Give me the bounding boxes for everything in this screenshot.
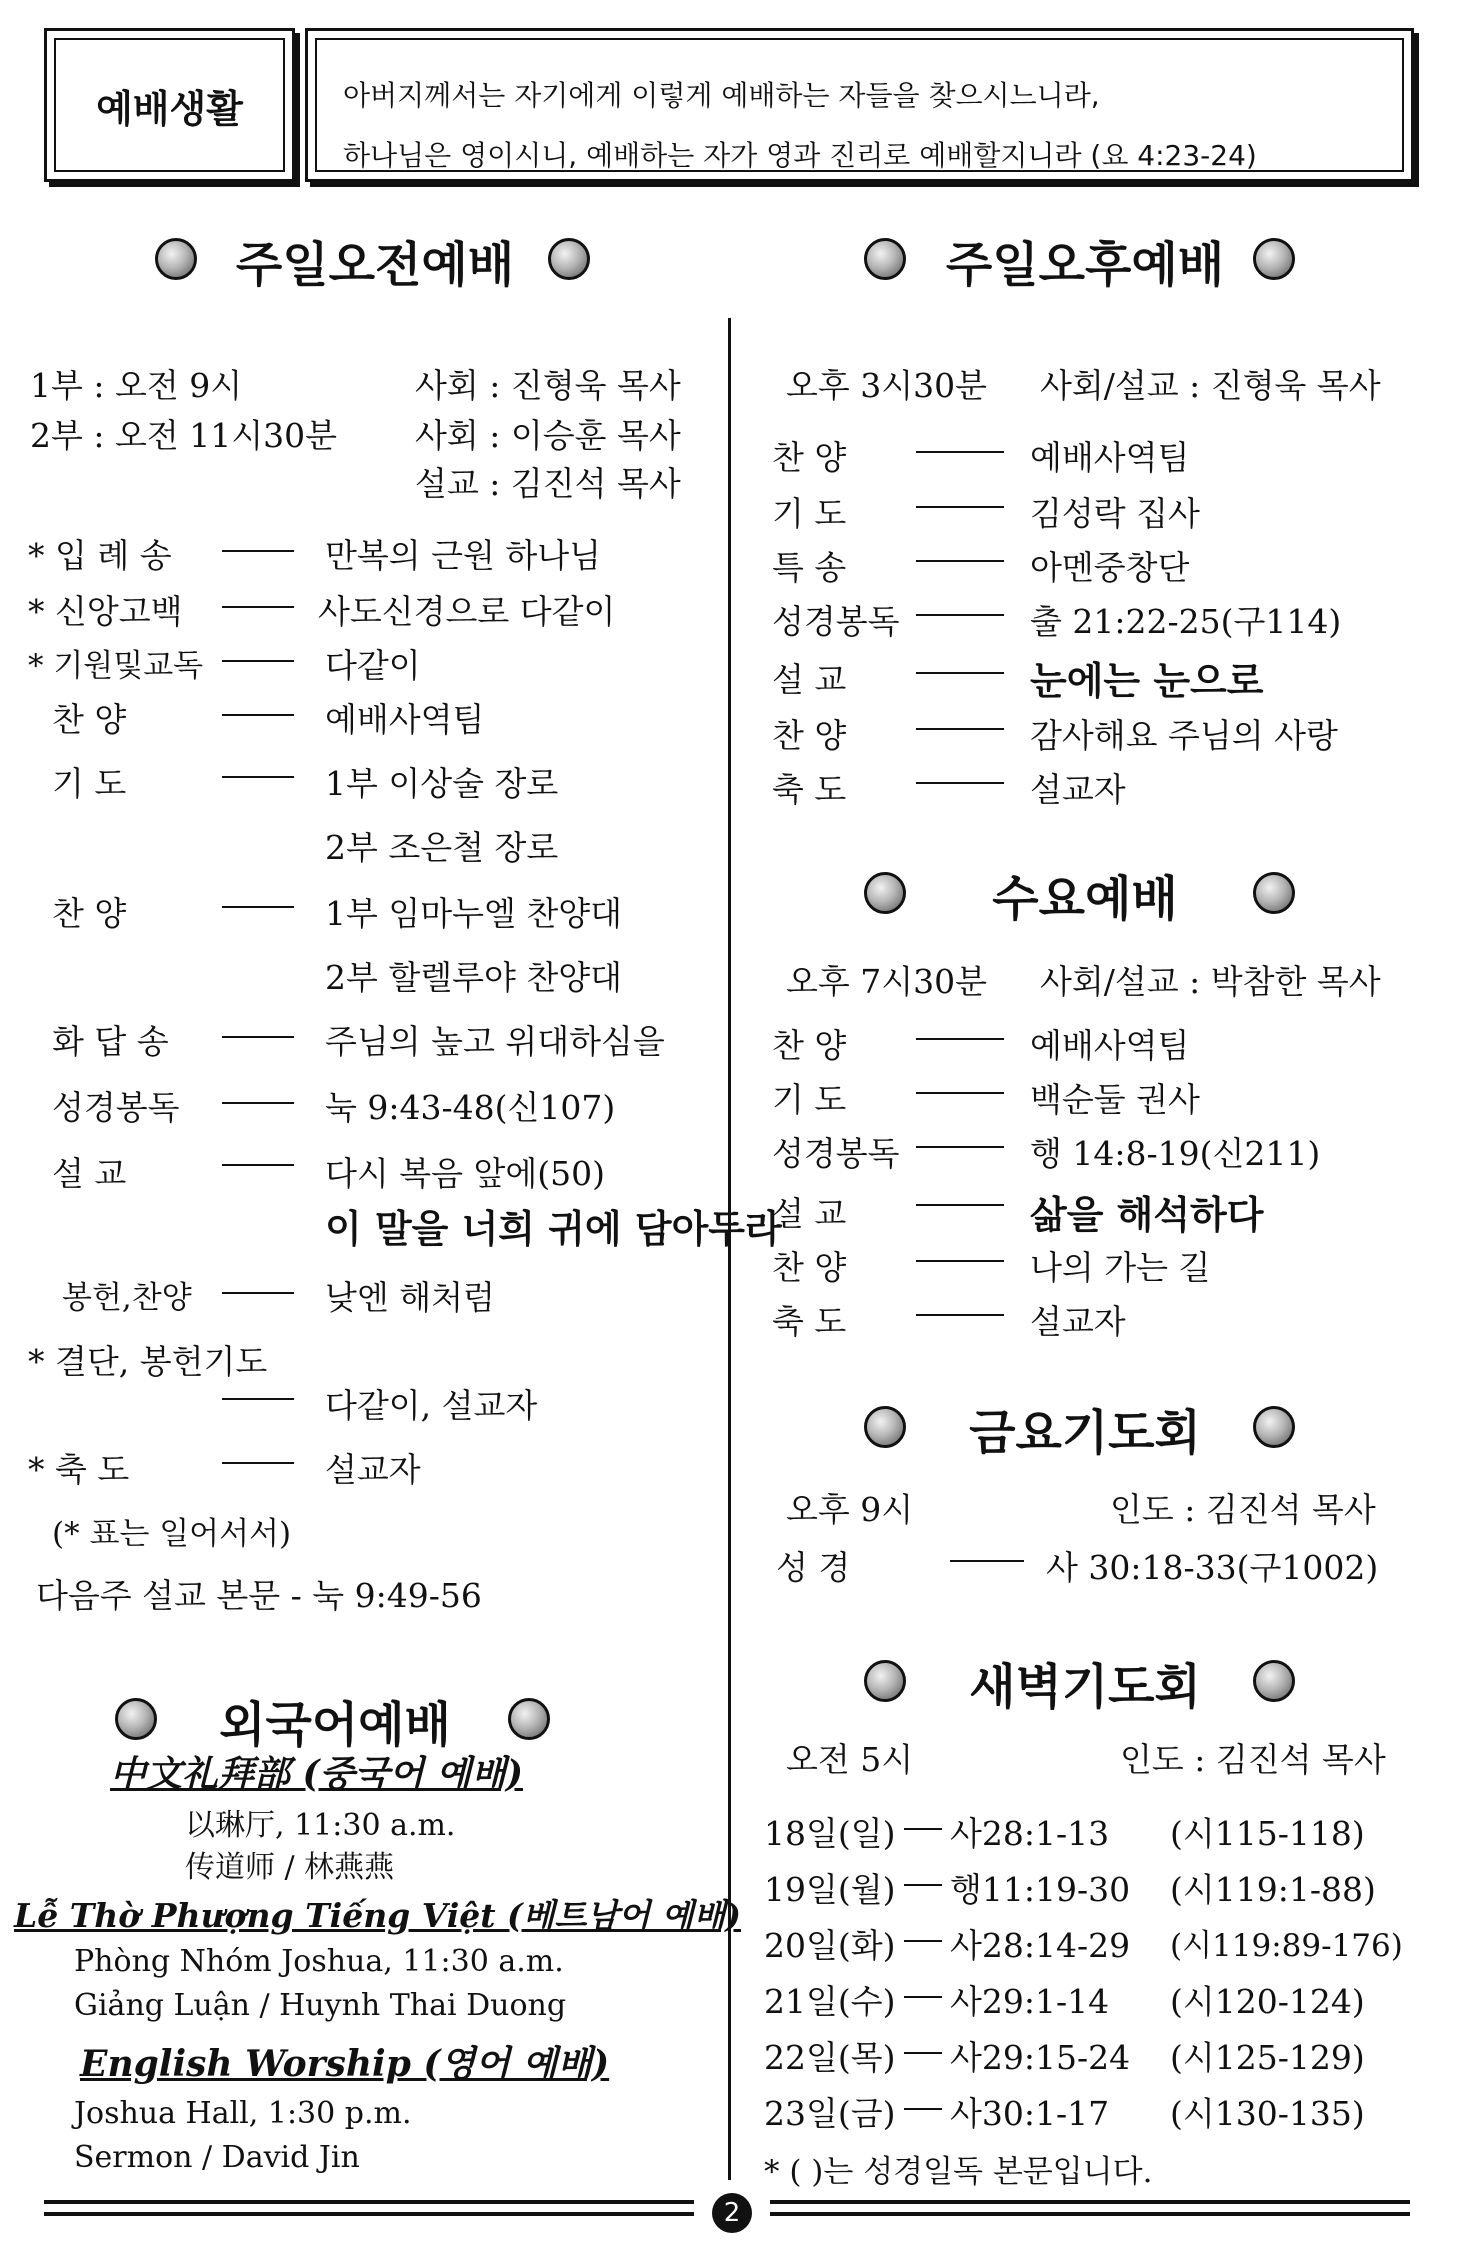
order-label: 설 교 <box>772 1194 847 1233</box>
host-1: 사회 : 진형욱 목사 <box>415 366 681 405</box>
leader-dash <box>222 714 294 716</box>
friday-time: 오후 9시 <box>786 1490 914 1529</box>
leader-dash <box>222 1164 294 1166</box>
dawn-text: 사28:14-29 <box>950 1926 1131 1965</box>
order-label: 봉헌,찬양 <box>62 1280 192 1316</box>
friday-scripture: 사 30:18-33(구1002) <box>1046 1548 1379 1587</box>
chinese-line-1: 以琳厅, 11:30 a.m. <box>185 1808 456 1843</box>
leader-dash <box>916 506 1004 508</box>
bullet-ball-icon <box>864 872 906 914</box>
order-label: 화 답 송 <box>52 1022 169 1061</box>
footer-rule <box>44 2212 694 2216</box>
order-label: 성경봉독 <box>52 1088 180 1127</box>
bullet-ball-icon <box>864 1660 906 1702</box>
order-value: 감사해요 주님의 사랑 <box>1030 716 1338 755</box>
bullet-ball-icon <box>548 238 590 280</box>
sermon-title: 눈에는 눈으로 <box>1030 659 1264 703</box>
leader-dash <box>904 1940 942 1942</box>
leader-dash <box>916 1314 1004 1316</box>
leader-dash <box>222 550 294 552</box>
leader-dash <box>904 1884 942 1886</box>
dawn-day: 18일(일) <box>764 1814 896 1853</box>
afternoon-title: 주일오후예배 <box>945 237 1225 293</box>
dawn-psalm: (시125-129) <box>1170 2038 1365 2077</box>
page-number: 2 <box>712 2193 752 2233</box>
dawn-psalm: (시115-118) <box>1170 1814 1365 1853</box>
bullet-ball-icon <box>508 1698 550 1740</box>
leader-dash <box>916 1146 1004 1148</box>
order-value: 다시 복음 앞에(50) <box>325 1154 605 1193</box>
preacher: 설교 : 김진석 목사 <box>415 464 681 503</box>
host-2: 사회 : 이승훈 목사 <box>415 416 681 455</box>
order-label: * 입 례 송 <box>28 536 172 575</box>
order-value: 행 14:8-19(신211) <box>1030 1134 1321 1173</box>
leader-dash <box>222 1102 294 1104</box>
order-label: 축 도 <box>772 770 847 809</box>
dawn-note: * ( )는 성경일독 본문입니다. <box>764 2154 1153 2190</box>
leader-dash <box>222 1036 294 1038</box>
dawn-psalm: (시119:89-176) <box>1170 1928 1403 1964</box>
order-label: * 축 도 <box>28 1450 130 1489</box>
next-sermon: 다음주 설교 본문 - 눅 9:49-56 <box>36 1576 482 1615</box>
dawn-day: 23일(금) <box>764 2094 896 2133</box>
order-label: 설 교 <box>772 660 847 699</box>
order-value: 사도신경으로 다같이 <box>318 592 616 631</box>
order-label: 축 도 <box>772 1302 847 1341</box>
section-label-box <box>44 28 295 182</box>
order-value: 아멘중창단 <box>1030 548 1190 587</box>
order-value: 주님의 높고 위대하심을 <box>325 1022 665 1061</box>
order-value: 예배사역팀 <box>1030 1026 1190 1065</box>
dawn-text: 행11:19-30 <box>950 1870 1131 1909</box>
leader-dash <box>904 1828 942 1830</box>
order-label: * 기원및교독 <box>28 648 204 684</box>
order-label: 찬 양 <box>772 1026 847 1065</box>
order-value: 설교자 <box>325 1450 421 1489</box>
leader-dash <box>916 1092 1004 1094</box>
bullet-ball-icon <box>155 238 197 280</box>
wednesday-host: 사회/설교 : 박참한 목사 <box>1040 962 1381 1001</box>
section-label: 예배생활 <box>54 38 285 172</box>
leader-dash <box>950 1560 1024 1562</box>
order-label: 찬 양 <box>772 438 847 477</box>
leader-dash <box>916 672 1004 674</box>
order-value-2: 2부 할렐루야 찬양대 <box>325 958 622 997</box>
leader-dash <box>222 1292 294 1294</box>
order-label: 찬 양 <box>772 1248 847 1287</box>
leader-dash <box>904 2052 942 2054</box>
dawn-psalm: (시119:1-88) <box>1170 1870 1376 1909</box>
leader-dash <box>222 1398 294 1400</box>
dawn-leader: 인도 : 김진석 목사 <box>1120 1740 1386 1779</box>
dawn-day: 19일(월) <box>764 1870 896 1909</box>
afternoon-host: 사회/설교 : 진형욱 목사 <box>1040 366 1381 405</box>
leader-dash <box>222 906 294 908</box>
leader-dash <box>222 776 294 778</box>
order-label: 찬 양 <box>52 894 127 933</box>
dawn-text: 사30:1-17 <box>950 2094 1110 2133</box>
footer-rule <box>770 2212 1410 2216</box>
vietnamese-line-2: Giảng Luận / Huynh Thai Duong <box>74 1988 567 2023</box>
standing-note: (* 표는 일어서서) <box>52 1516 292 1552</box>
verse-line-1: 아버지께서는 자기에게 이렇게 예배하는 자들을 찾으시느니라, <box>343 79 1100 112</box>
english-line-1: Joshua Hall, 1:30 p.m. <box>74 2096 412 2131</box>
service-time-1: 1부 : 오전 9시 <box>30 366 243 405</box>
leader-dash <box>916 1204 1004 1206</box>
friday-title: 금요기도회 <box>969 1405 1201 1461</box>
order-value-2: 2부 조은철 장로 <box>325 828 559 867</box>
dawn-day: 20일(화) <box>764 1926 896 1965</box>
wednesday-title: 수요예배 <box>992 871 1178 927</box>
order-value: 백순둘 권사 <box>1030 1080 1200 1119</box>
leader-dash <box>904 2108 942 2110</box>
order-label: 기 도 <box>772 1080 847 1119</box>
leader-dash <box>916 451 1004 453</box>
order-label: * 결단, 봉헌기도 <box>28 1342 268 1381</box>
order-value: 다같이, 설교자 <box>325 1386 538 1425</box>
sermon-title: 이 말을 너희 귀에 담아두라 <box>325 1207 782 1251</box>
chinese-line-2: 传道师 / 林燕燕 <box>185 1850 395 1885</box>
order-value: 예배사역팀 <box>325 700 485 739</box>
vietnamese-line-1: Phòng Nhóm Joshua, 11:30 a.m. <box>74 1944 564 1979</box>
order-value: 예배사역팀 <box>1030 438 1190 477</box>
leader-dash <box>916 1260 1004 1262</box>
dawn-day: 22일(목) <box>764 2038 896 2077</box>
order-value: 낮엔 해처럼 <box>325 1278 495 1317</box>
bullet-ball-icon <box>1253 872 1295 914</box>
dawn-time: 오전 5시 <box>786 1740 914 1779</box>
wednesday-time: 오후 7시30분 <box>786 962 987 1001</box>
leader-dash <box>916 614 1004 616</box>
order-label: * 신앙고백 <box>28 592 183 631</box>
leader-dash <box>916 782 1004 784</box>
dawn-psalm: (시130-135) <box>1170 2094 1365 2133</box>
order-label: 기 도 <box>52 764 127 803</box>
foreign-title: 외국어예배 <box>219 1697 451 1753</box>
order-value: 1부 이상술 장로 <box>325 764 559 803</box>
bullet-ball-icon <box>1253 1406 1295 1448</box>
bullet-ball-icon <box>1253 238 1295 280</box>
order-label: 찬 양 <box>52 700 127 739</box>
afternoon-time: 오후 3시30분 <box>786 366 987 405</box>
verse-line-2: 하나님은 영이시니, 예배하는 자가 영과 진리로 예배할지니라 (요 4:23-24) <box>343 139 1257 172</box>
order-value: 설교자 <box>1030 770 1126 809</box>
bullet-ball-icon <box>864 1406 906 1448</box>
verse-box <box>305 28 1414 182</box>
order-label: 특 송 <box>772 548 847 587</box>
vietnamese-title: Lễ Thờ Phượng Tiếng Việt (베트남어 예배) <box>14 1896 742 1935</box>
leader-dash <box>916 560 1004 562</box>
leader-dash <box>916 1038 1004 1040</box>
friday-scripture-label: 성 경 <box>776 1548 851 1587</box>
leader-dash <box>222 660 294 662</box>
leader-dash <box>222 1462 294 1464</box>
bullet-ball-icon <box>864 238 906 280</box>
dawn-day: 21일(수) <box>764 1982 896 2021</box>
english-line-2: Sermon / David Jin <box>74 2140 360 2175</box>
order-label: 성경봉독 <box>772 602 900 641</box>
footer-rule <box>770 2200 1410 2204</box>
order-label: 기 도 <box>772 494 847 533</box>
order-value: 눅 9:43-48(신107) <box>325 1088 616 1127</box>
service-time-2: 2부 : 오전 11시30분 <box>30 416 337 455</box>
leader-dash <box>904 1996 942 1998</box>
bullet-ball-icon <box>115 1698 157 1740</box>
order-value: 설교자 <box>1030 1302 1126 1341</box>
sermon-title: 삶을 해석하다 <box>1030 1193 1264 1237</box>
dawn-text: 사28:1-13 <box>950 1814 1110 1853</box>
dawn-psalm: (시120-124) <box>1170 1982 1365 2021</box>
leader-dash <box>916 728 1004 730</box>
footer-rule <box>44 2200 694 2204</box>
order-value: 다같이 <box>325 646 421 685</box>
friday-leader: 인도 : 김진석 목사 <box>1110 1490 1376 1529</box>
chinese-title: 中文礼拜部 (중국어 예배) <box>110 1753 524 1795</box>
bullet-ball-icon <box>1253 1660 1295 1702</box>
order-value: 나의 가는 길 <box>1030 1248 1211 1287</box>
order-label: 찬 양 <box>772 716 847 755</box>
order-value: 1부 임마누엘 찬양대 <box>325 894 622 933</box>
dawn-text: 사29:15-24 <box>950 2038 1131 2077</box>
dawn-title: 새벽기도회 <box>969 1659 1201 1715</box>
order-value: 김성락 집사 <box>1030 494 1200 533</box>
order-label: 성경봉독 <box>772 1134 900 1173</box>
order-value: 출 21:22-25(구114) <box>1030 602 1342 641</box>
order-value: 만복의 근원 하나님 <box>325 536 602 575</box>
english-title: English Worship (영어 예배) <box>80 2043 610 2085</box>
dawn-text: 사29:1-14 <box>950 1982 1110 2021</box>
leader-dash <box>222 606 294 608</box>
order-label: 설 교 <box>52 1154 127 1193</box>
morning-title: 주일오전예배 <box>235 237 515 293</box>
